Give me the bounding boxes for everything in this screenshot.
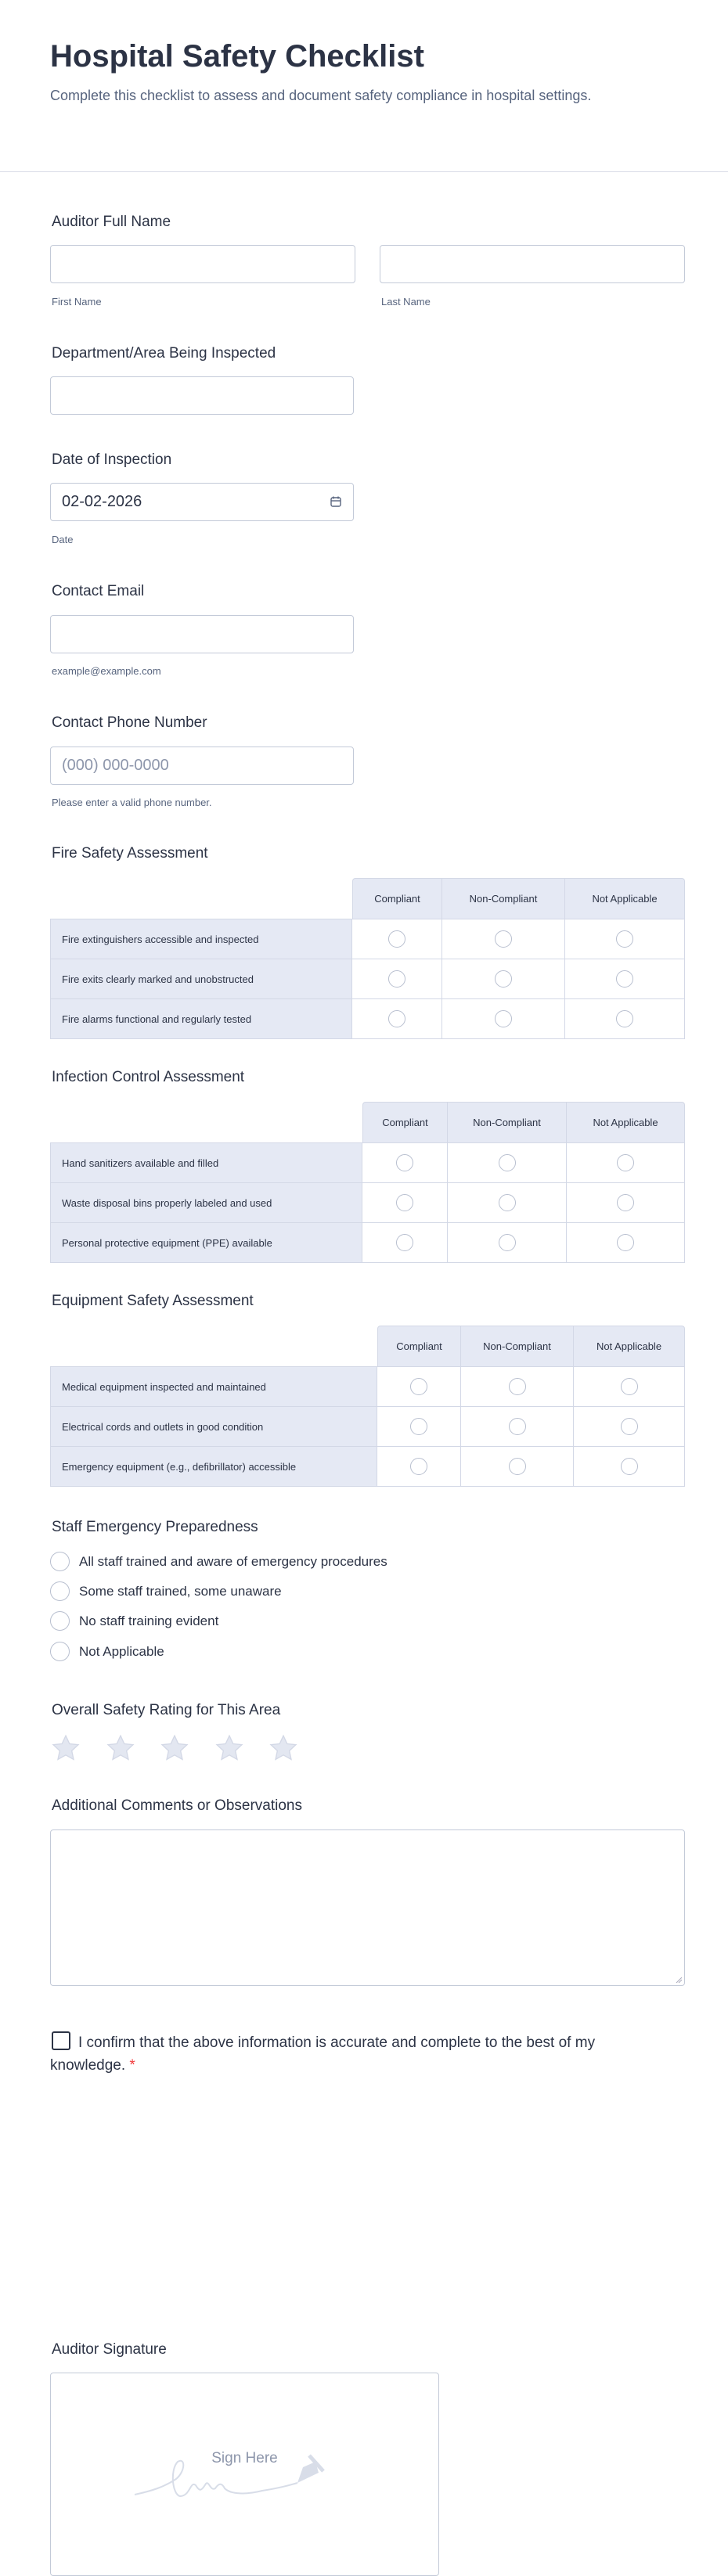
- matrix-cell: [574, 1406, 685, 1446]
- matrix-cell: [352, 959, 442, 998]
- matrix-corner: [50, 1102, 362, 1142]
- date-label: Date of Inspection: [52, 452, 172, 468]
- staff-option[interactable]: [50, 1611, 218, 1631]
- matrix-row-label: Fire extinguishers accessible and inspected: [50, 919, 352, 959]
- email-input[interactable]: [50, 615, 354, 653]
- radio-button[interactable]: [388, 930, 405, 948]
- matrix-column-header: Not Applicable: [567, 1102, 685, 1142]
- radio-button[interactable]: [509, 1418, 526, 1435]
- date-value: 02-02-2026: [62, 493, 142, 510]
- radio-button[interactable]: [50, 1552, 70, 1571]
- radio-button[interactable]: [617, 1194, 634, 1211]
- matrix-cell: [377, 1446, 461, 1487]
- matrix-cell: [442, 919, 565, 959]
- email-sublabel: example@example.com: [52, 665, 161, 677]
- matrix-corner: [50, 1326, 377, 1366]
- matrix-column-header: Non-Compliant: [461, 1326, 574, 1366]
- radio-button[interactable]: [50, 1611, 70, 1631]
- header-divider: [0, 171, 728, 172]
- matrix-cell: [461, 1406, 574, 1446]
- matrix-row-label: Waste disposal bins properly labeled and used: [50, 1182, 362, 1222]
- required-asterisk: *: [129, 2057, 135, 2074]
- matrix-cell: [448, 1222, 567, 1263]
- radio-button[interactable]: [617, 1154, 634, 1171]
- matrix-cell: [362, 1142, 448, 1182]
- radio-button[interactable]: [495, 1010, 512, 1027]
- page-subtitle: Complete this checklist to assess and document safety compliance in hospital settings.: [50, 88, 592, 103]
- radio-button[interactable]: [388, 1010, 405, 1027]
- matrix-row: [50, 1366, 685, 1406]
- matrix-row-label: Personal protective equipment (PPE) available: [50, 1222, 362, 1263]
- phone-sublabel: Please enter a valid phone number.: [52, 797, 212, 808]
- matrix-row: [50, 919, 685, 959]
- option-label: Not Applicable: [79, 1643, 164, 1659]
- page-title: Hospital Safety Checklist: [50, 39, 424, 74]
- radio-button[interactable]: [396, 1234, 413, 1251]
- star-icon[interactable]: [50, 1732, 81, 1764]
- sign-here-placeholder: Sign Here: [211, 2450, 278, 2466]
- fire-safety-matrix: [50, 878, 685, 1039]
- email-label: Contact Email: [52, 583, 145, 599]
- confirm-checkbox[interactable]: [52, 2031, 70, 2050]
- matrix-cell: [448, 1142, 567, 1182]
- radio-button[interactable]: [50, 1581, 70, 1601]
- matrix-row: [50, 1182, 685, 1222]
- radio-button[interactable]: [509, 1378, 526, 1395]
- matrix-title: Infection Control Assessment: [52, 1069, 245, 1085]
- radio-button[interactable]: [410, 1418, 427, 1435]
- matrix-column-header: Compliant: [377, 1326, 461, 1366]
- matrix-cell: [567, 1182, 685, 1222]
- radio-button[interactable]: [616, 970, 633, 988]
- matrix-cell: [377, 1366, 461, 1406]
- radio-button[interactable]: [388, 970, 405, 988]
- star-icon[interactable]: [159, 1732, 190, 1764]
- matrix-cell: [565, 919, 685, 959]
- department-label: Department/Area Being Inspected: [52, 345, 276, 362]
- signature-pad[interactable]: [50, 2373, 439, 2576]
- first-name-sublabel: First Name: [52, 296, 102, 308]
- matrix-row-label: Fire alarms functional and regularly tested: [50, 998, 352, 1039]
- matrix-column-header: Not Applicable: [574, 1326, 685, 1366]
- matrix-cell: [352, 919, 442, 959]
- matrix-cell: [565, 959, 685, 998]
- radio-button[interactable]: [396, 1154, 413, 1171]
- matrix-cell: [362, 1222, 448, 1263]
- radio-button[interactable]: [617, 1234, 634, 1251]
- matrix-title: Fire Safety Assessment: [52, 845, 208, 862]
- calendar-icon[interactable]: [330, 495, 342, 508]
- staff-option[interactable]: [50, 1581, 282, 1601]
- matrix-cell: [461, 1366, 574, 1406]
- radio-button[interactable]: [50, 1642, 70, 1661]
- date-input[interactable]: [50, 483, 354, 521]
- matrix-cell: [574, 1446, 685, 1487]
- matrix-column-header: Non-Compliant: [448, 1102, 567, 1142]
- radio-button[interactable]: [495, 970, 512, 988]
- staff-preparedness-label: Staff Emergency Preparedness: [52, 1519, 258, 1535]
- radio-button[interactable]: [616, 930, 633, 948]
- matrix-row: [50, 998, 685, 1039]
- last-name-sublabel: Last Name: [381, 296, 431, 308]
- signature-label: Auditor Signature: [52, 2341, 167, 2358]
- staff-option[interactable]: [50, 1642, 164, 1661]
- resize-handle-icon[interactable]: [676, 1977, 682, 1983]
- confirm-text: [50, 2031, 598, 2077]
- confirm-label: I confirm that the above information is accurate and complete to the best of my knowledge.: [50, 2035, 596, 2074]
- matrix-cell: [461, 1446, 574, 1487]
- first-name-input[interactable]: [50, 245, 355, 283]
- matrix-row: [50, 1222, 685, 1263]
- radio-button[interactable]: [616, 1010, 633, 1027]
- matrix-cell: [574, 1366, 685, 1406]
- matrix-row-label: Hand sanitizers available and filled: [50, 1142, 362, 1182]
- matrix-cell: [567, 1222, 685, 1263]
- rating-label: Overall Safety Rating for This Area: [52, 1702, 281, 1718]
- infection-control-matrix: [50, 1102, 685, 1263]
- comments-label: Additional Comments or Observations: [52, 1797, 302, 1814]
- matrix-cell: [442, 959, 565, 998]
- matrix-column-header: Compliant: [352, 878, 442, 919]
- matrix-column-header: Compliant: [362, 1102, 448, 1142]
- auditor-name-label: Auditor Full Name: [52, 214, 171, 230]
- radio-button[interactable]: [621, 1458, 638, 1475]
- matrix-cell: [362, 1182, 448, 1222]
- radio-button[interactable]: [410, 1458, 427, 1475]
- star-icon[interactable]: [214, 1732, 245, 1764]
- option-label: All staff trained and aware of emergency procedures: [79, 1553, 387, 1569]
- radio-button[interactable]: [499, 1154, 516, 1171]
- matrix-row: [50, 959, 685, 998]
- matrix-row: [50, 1406, 685, 1446]
- matrix-row: [50, 1446, 685, 1487]
- matrix-row-label: Emergency equipment (e.g., defibrillator) accessible: [50, 1446, 377, 1487]
- matrix-column-header: Non-Compliant: [442, 878, 565, 919]
- radio-button[interactable]: [509, 1458, 526, 1475]
- radio-button[interactable]: [621, 1418, 638, 1435]
- matrix-column-header: Not Applicable: [565, 878, 685, 919]
- matrix-cell: [442, 998, 565, 1039]
- radio-button[interactable]: [621, 1378, 638, 1395]
- matrix-title: Equipment Safety Assessment: [52, 1293, 254, 1309]
- equipment-safety-matrix: [50, 1326, 685, 1487]
- matrix-cell: [567, 1142, 685, 1182]
- star-icon[interactable]: [268, 1732, 299, 1764]
- matrix-row-label: Fire exits clearly marked and unobstructed: [50, 959, 352, 998]
- matrix-row-label: Electrical cords and outlets in good condition: [50, 1406, 377, 1446]
- matrix-cell: [448, 1182, 567, 1222]
- matrix-cell: [565, 998, 685, 1039]
- option-label: No staff training evident: [79, 1613, 219, 1628]
- staff-option[interactable]: [50, 1552, 387, 1571]
- phone-label: Contact Phone Number: [52, 714, 207, 731]
- radio-button[interactable]: [396, 1194, 413, 1211]
- matrix-cell: [352, 998, 442, 1039]
- radio-button[interactable]: [499, 1194, 516, 1211]
- last-name-input[interactable]: [380, 245, 685, 283]
- phone-input[interactable]: (000) 000-0000: [50, 747, 354, 785]
- radio-button[interactable]: [410, 1378, 427, 1395]
- matrix-corner: [50, 878, 352, 919]
- star-icon[interactable]: [105, 1732, 136, 1764]
- option-label: Some staff trained, some unaware: [79, 1583, 282, 1599]
- matrix-row-label: Medical equipment inspected and maintained: [50, 1366, 377, 1406]
- matrix-cell: [377, 1406, 461, 1446]
- department-input[interactable]: [50, 376, 354, 415]
- radio-button[interactable]: [499, 1234, 516, 1251]
- radio-button[interactable]: [495, 930, 512, 948]
- comments-textarea[interactable]: [50, 1829, 685, 1986]
- date-sublabel: Date: [52, 534, 74, 545]
- matrix-row: [50, 1142, 685, 1182]
